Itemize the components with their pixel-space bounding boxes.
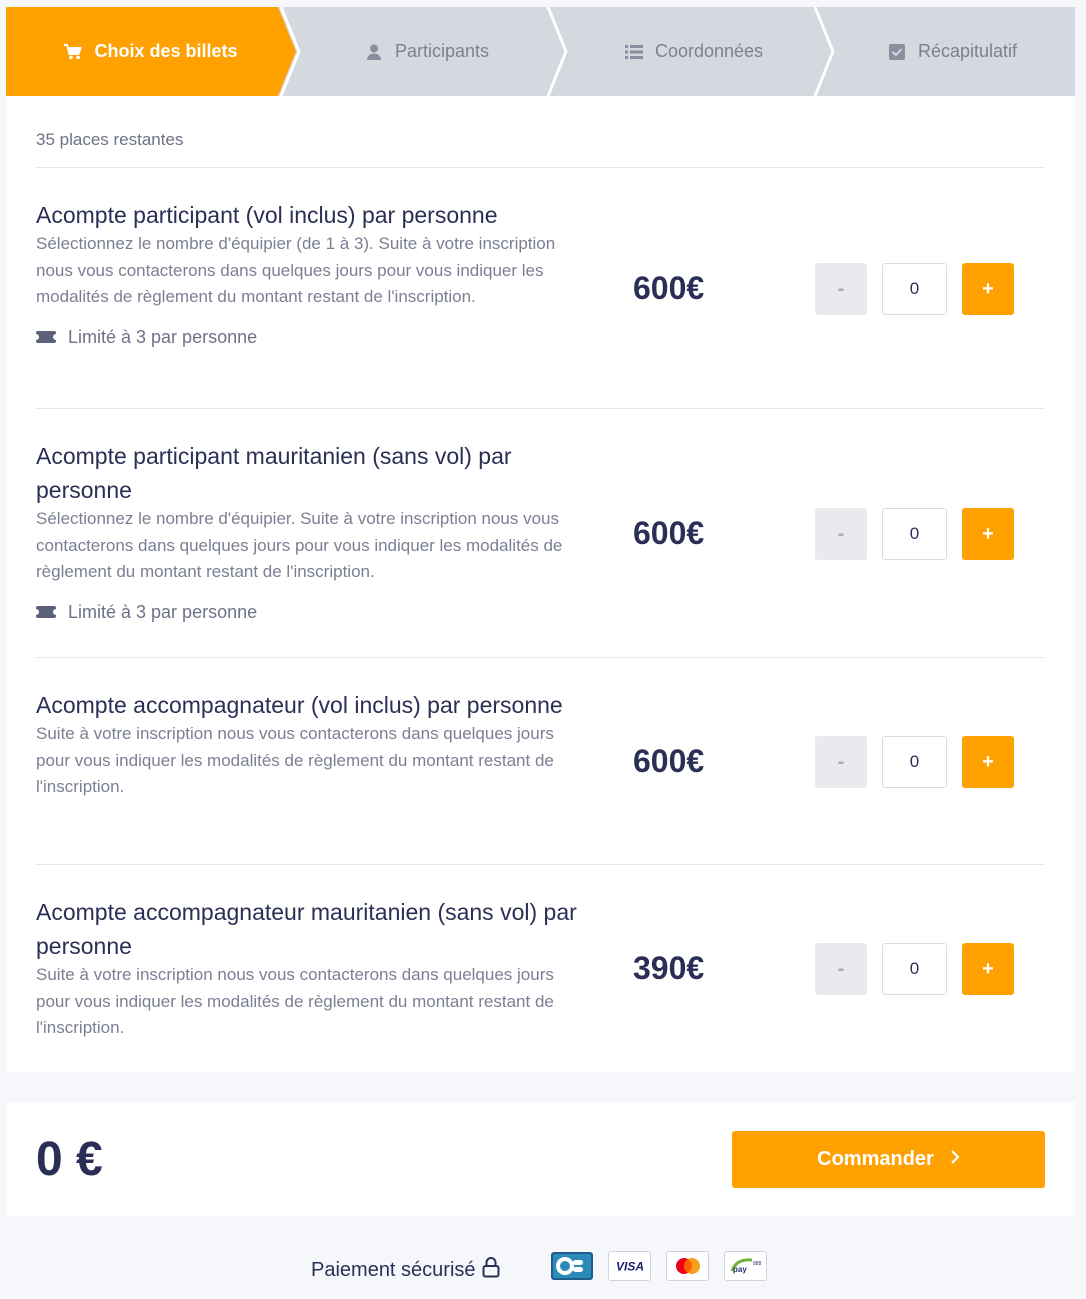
secure-payment-label: Paiement sécurisé (311, 1258, 476, 1281)
ticket-limit-label: Limité à 3 par personne (68, 326, 258, 347)
visa-card-icon (608, 1251, 651, 1281)
svg-text:VISA: VISA (615, 1259, 644, 1273)
ticket-title: Acompte participant mauritanien (sans vol) par personne (36, 443, 512, 503)
ticket-title: Acompte accompagnateur mauritanien (sans vol) par personne (36, 899, 577, 959)
step-label: Choix des billets (94, 41, 238, 61)
increment-button[interactable]: + (962, 263, 1014, 315)
quantity-input[interactable]: 0 (882, 508, 947, 560)
ticket-icon (36, 331, 56, 343)
order-button[interactable] (732, 1131, 1045, 1188)
step-choix-des-billets[interactable] (6, 7, 296, 96)
svg-text:888: 888 (752, 1261, 761, 1267)
ticket-description: Suite à votre inscription nous vous contacterons dans quelques jours pour vous indiquer les modalités de règlement du montant restant de l'inscription. (36, 965, 554, 1037)
payment-methods (550, 1251, 767, 1281)
divider (36, 408, 1045, 409)
quantity-stepper (815, 943, 1014, 995)
divider (36, 657, 1045, 658)
cart-icon (64, 43, 82, 61)
checkout-stepper (6, 7, 1075, 96)
increment-button[interactable]: + (962, 508, 1014, 560)
chevron-right-icon (950, 1148, 960, 1171)
quantity-input[interactable]: 0 (882, 736, 947, 788)
cb-card-icon (550, 1251, 593, 1281)
ticket-price: 600€ (633, 743, 705, 779)
step-label: Coordonnées (654, 41, 764, 61)
user-icon (365, 43, 383, 61)
svg-text:pay: pay (732, 1265, 747, 1274)
checkbox-icon (888, 43, 906, 61)
ticket-selection-card (6, 96, 1075, 1072)
step-label: Récapitulatif (917, 41, 1018, 61)
ticket-icon (36, 606, 56, 618)
ticket-price: 600€ (633, 270, 705, 306)
decrement-button[interactable]: - (815, 263, 867, 315)
decrement-button[interactable]: - (815, 943, 867, 995)
list-icon (625, 43, 643, 61)
step-recapitulatif[interactable] (830, 7, 1075, 96)
decrement-button[interactable]: - (815, 508, 867, 560)
ticket-description: Suite à votre inscription nous vous contacterons dans quelques jours pour vous indiquer les modalités de règlement du montant restant de l'inscription. (36, 724, 554, 796)
quantity-stepper (815, 263, 1014, 315)
ticket-description: Sélectionnez le nombre d'équipier. Suite à votre inscription nous vous contacterons dans quelques jours pour vous indiquer les modalités de règlement du montant restant de l'inscription. (36, 509, 563, 581)
quantity-stepper (815, 508, 1014, 560)
ticket-title: Acompte accompagnateur (vol inclus) par personne (36, 692, 563, 718)
step-coordonnees[interactable] (563, 7, 825, 96)
increment-button[interactable]: + (962, 943, 1014, 995)
ticket-description: Sélectionnez le nombre d'équipier (de 1 à 3). Suite à votre inscription nous vous contacterons dans quelques jours pour vous indiquer les modalités de règlement du montant restant de l'inscription. (36, 234, 556, 306)
step-label: Participants (394, 41, 490, 61)
places-remaining: 35 places restantes (36, 130, 184, 149)
order-total: 0 € (36, 1133, 103, 1186)
quantity-input[interactable]: 0 (882, 943, 947, 995)
order-summary-bar (6, 1102, 1075, 1216)
quantity-input[interactable]: 0 (882, 263, 947, 315)
lock-icon (482, 1256, 500, 1284)
ticket-limit (36, 327, 1045, 348)
paysafe-card-icon (724, 1251, 767, 1281)
divider (36, 864, 1045, 865)
secure-payment (311, 1256, 500, 1284)
ticket-title: Acompte participant (vol inclus) par personne (36, 202, 498, 228)
quantity-stepper (815, 736, 1014, 788)
ticket-limit-label: Limité à 3 par personne (68, 601, 258, 622)
step-participants[interactable] (296, 7, 558, 96)
order-button-label: Commander (817, 1148, 934, 1170)
decrement-button[interactable]: - (815, 736, 867, 788)
increment-button[interactable]: + (962, 736, 1014, 788)
ticket-limit (36, 602, 1045, 623)
ticket-price: 390€ (633, 950, 705, 986)
ticket-price: 600€ (633, 515, 705, 551)
mastercard-icon (666, 1251, 709, 1281)
divider (36, 167, 1045, 168)
